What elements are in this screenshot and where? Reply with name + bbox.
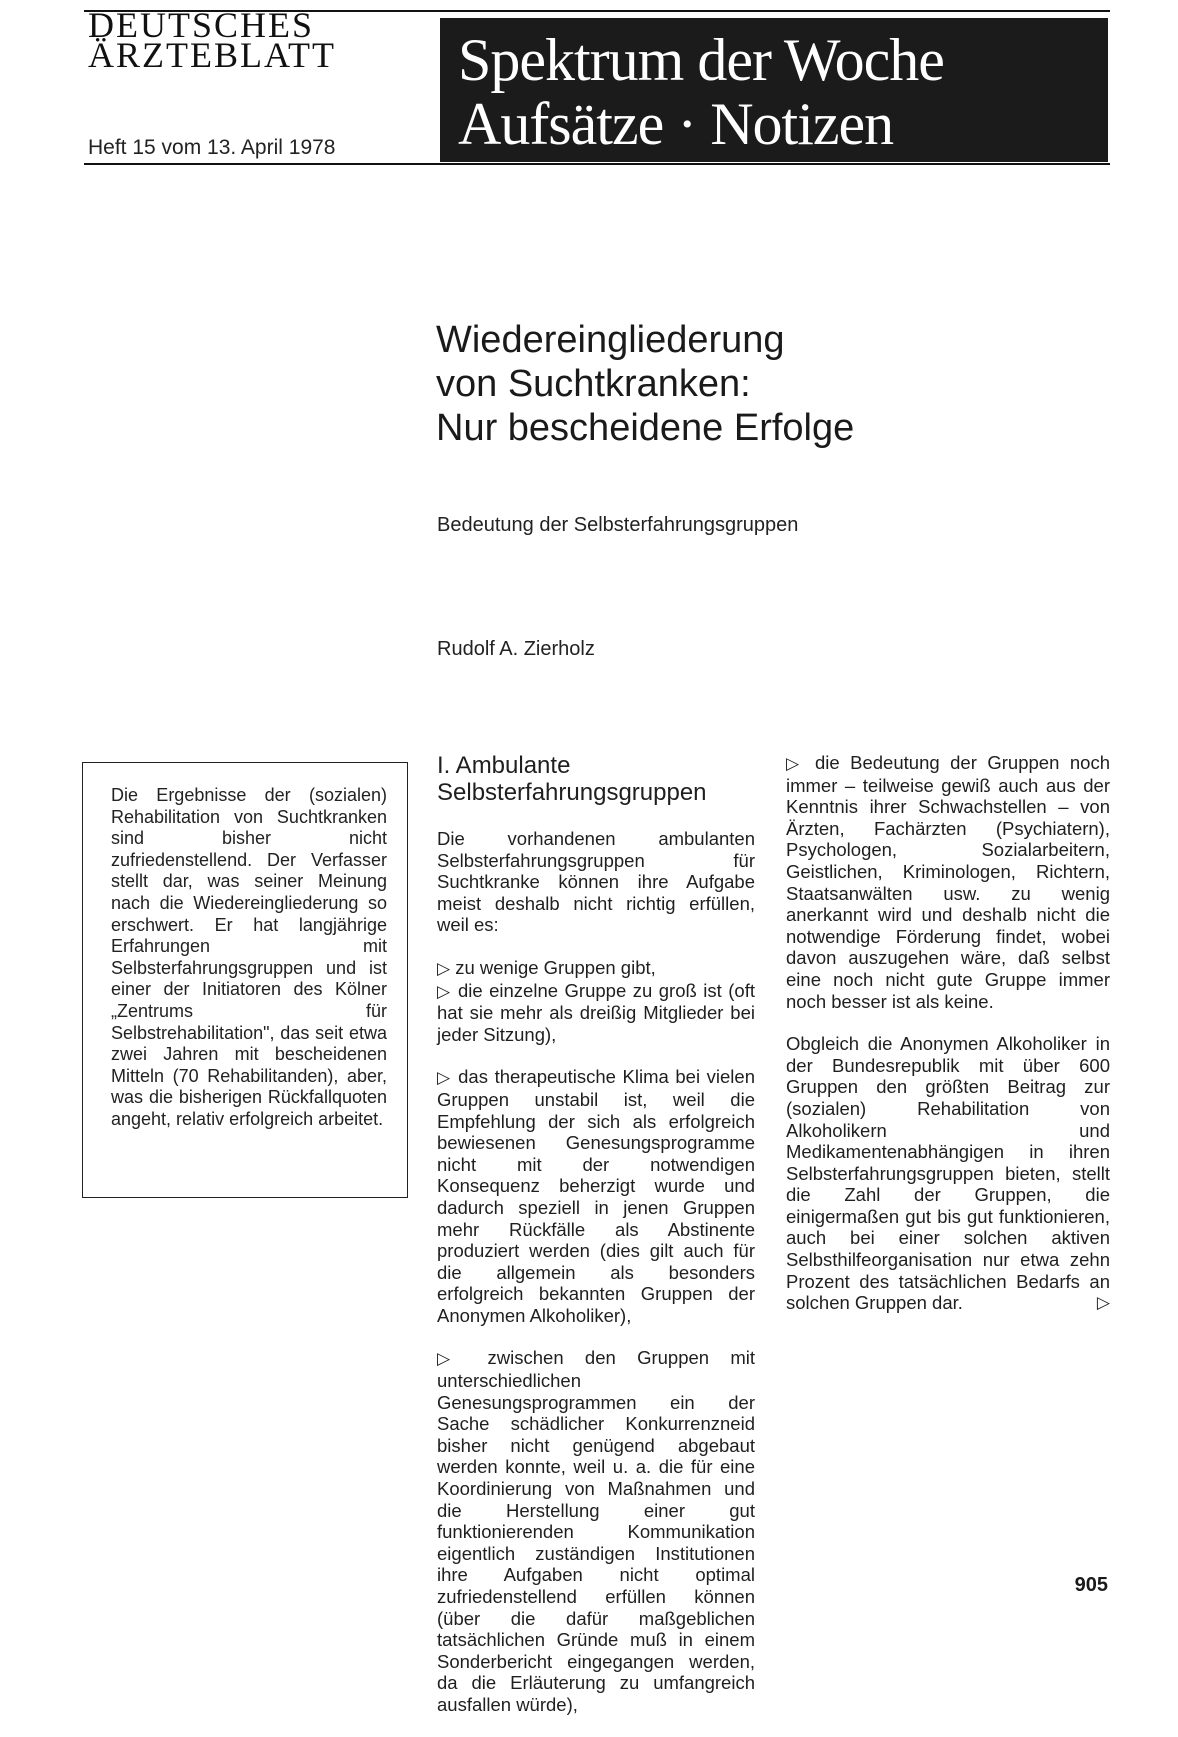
header-bottom-rule xyxy=(84,163,1110,165)
bullet-text-1b: die einzelne Gruppe zu groß ist (oft hat sie mehr als dreißig Mitglieder bei jeder Sitzung), xyxy=(437,979,756,1045)
masthead-line2: ÄRZTEBLATT xyxy=(88,35,336,75)
closing-text: Obgleich die Anonymen Alkoholiker in der Bundesrepublik mit über 600 Gruppen den größten Beitrag zur (sozialen) Rehabilitation von Alkoholikern und Medikamentenabhängigen in ihren Selbsterfahrungsgruppen bieten, stellt die Zahl der Gruppen, die einigermaßen gut bis gut funktionieren, auch bei einer solchen aktiven Selbsthilfeorganisation nur etwa zehn Prozent des tatsächlichen Bedarfs an solchen Gruppen dar. xyxy=(786,1033,1110,1314)
bullet-text-4: die Bedeutung der Gruppen noch immer – teilweise gewiß auch aus der Kenntnis ihrer Schwachstellen – von Ärzten, Fachärzten (Psychiatern), Psychologen, Sozialarbeitern, Geistlichen, Kriminologen, Richtern, Staatsanwälten usw. zu wenig anerkannt wird und deshalb nicht die notwendige Förderung findet, wobei davon auszugehen wäre, daß selbst eine noch nicht gute Gruppe immer noch besser ist als keine. xyxy=(786,752,1110,1012)
section-banner xyxy=(440,18,1108,162)
article-author: Rudolf A. Zierholz xyxy=(437,638,595,660)
closing-paragraph xyxy=(786,1033,1110,1314)
triangle-bullet-icon: ▷ xyxy=(437,958,451,978)
article-subtitle: Bedeutung der Selbsterfahrungsgruppen xyxy=(437,514,799,536)
intro-paragraph: Die vorhandenen ambulanten Selbsterfahrungsgruppen für Suchtkranke können ihre Aufgabe meist deshalb nicht richtig erfüllen, weil es: xyxy=(437,828,755,936)
bullet-paragraph-2 xyxy=(437,1066,755,1326)
page-number: 905 xyxy=(1074,1574,1108,1596)
bullet-paragraph-4 xyxy=(786,752,1110,1012)
triangle-bullet-icon: ▷ xyxy=(786,754,805,773)
article-title xyxy=(436,318,854,450)
bullet-text-3: zwischen den Gruppen mit unterschiedlichen Genesungsprogrammen ein der Sache schädlicher Konkurrenzneid bisher nicht genügend abgebaut werden konnte, weil u. a. die für eine Koordinierung von Maßnahmen und die Herstellung einer gut funktionierenden Kommunikation eigentlich zuständigen Institutionen ihre Aufgaben nicht optimal zufriedenstellend erfüllen können (über die dafür maßgeblichen tatsächlichen Gründe muß in einem Sonderbericht eingegangen werden, da die Erläuterung zu umfangreich ausfallen würde), xyxy=(437,1347,756,1715)
triangle-bullet-icon: ▷ xyxy=(437,1068,452,1088)
bullet-text-1a: zu wenige Gruppen gibt, xyxy=(455,956,656,978)
title-line3: Nur bescheidene Erfolge xyxy=(436,407,855,449)
triangle-bullet-icon: ▷ xyxy=(437,1349,467,1369)
title-line2: von Suchtkranken: xyxy=(436,363,751,405)
title-line1: Wiedereingliederung xyxy=(436,319,785,361)
abstract-text: Die Ergebnisse der (sozialen) Rehabilitation von Suchtkranken sind bisher nicht zufriedenstellend. Der Verfasser stellt dar, was seiner Meinung nach die Wiedereingliederung so erschwert. Er hat langjährige Erfahrungen mit Selbsterfahrungsgruppen und ist einer der Initiatoren des Kölner „Zentrums für Selbstrehabilitation", das seit etwa zwei Jahren mit bescheidenen Mitteln (70 Rehabilitanden), aber, was die bisherigen Rückfallquoten angeht, relativ erfolgreich arbeitet. xyxy=(111,785,387,1129)
body-column-1 xyxy=(437,752,755,1737)
section-heading: I. Ambulante Selbsterfahrungsgruppen xyxy=(437,752,707,806)
bullet-group-1 xyxy=(437,957,755,1045)
bullet-text-2: das therapeutische Klima bei vielen Gruppen unstabil ist, weil die Empfehlung der sich als erfolgreich bewiesenen Genesungsprogramme nicht mit der notwendigen Konsequenz beherzigt wurde und dadurch speziell in jenen Gruppen mehr Rückfälle als Abstinente produziert werden (dies gilt auch für die allgemein als besonders erfolgreich bekannten Gruppen der Anonymen Alkoholiker), xyxy=(437,1066,755,1326)
body-column-2 xyxy=(786,752,1110,1335)
masthead-line1: DEUTSCHES xyxy=(88,5,315,45)
abstract-box xyxy=(82,762,408,1198)
journal-masthead xyxy=(88,5,336,75)
triangle-bullet-icon: ▷ xyxy=(437,981,452,1001)
bullet-paragraph-3 xyxy=(437,1347,755,1715)
continue-triangle-icon: ▷ xyxy=(1096,1293,1110,1313)
banner-line1: Spektrum der Woche xyxy=(458,27,944,93)
issue-info: Heft 15 vom 13. April 1978 xyxy=(88,136,336,159)
banner-line2: Aufsätze · Notizen xyxy=(458,91,894,157)
